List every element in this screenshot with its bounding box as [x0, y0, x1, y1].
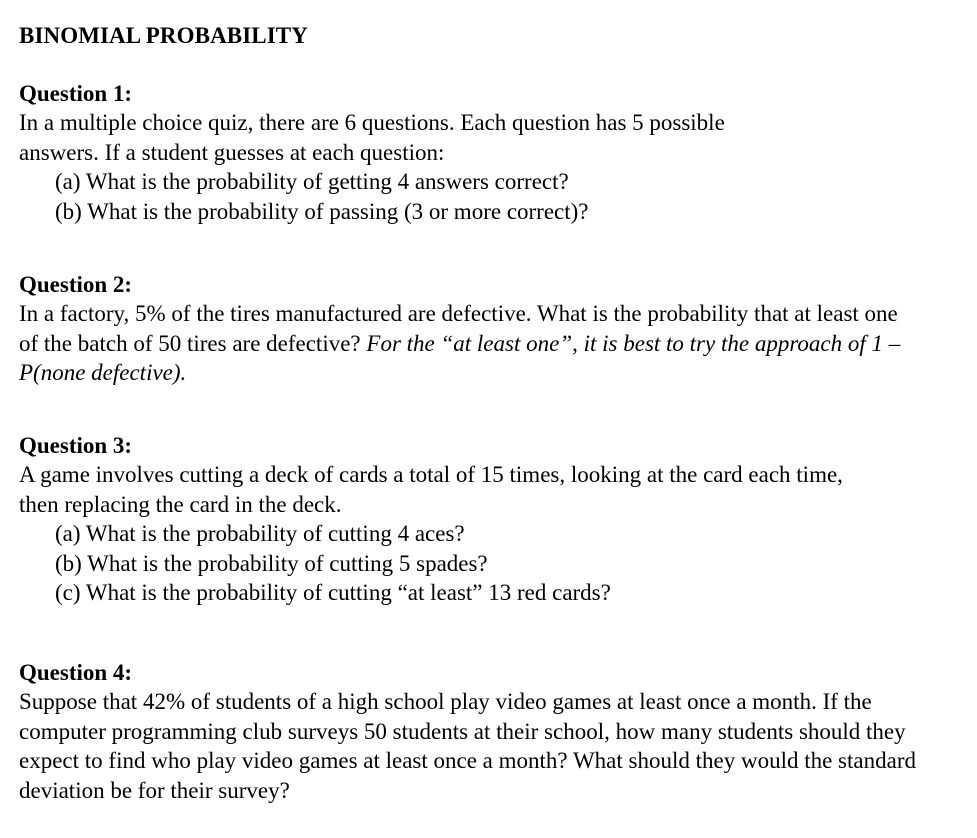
question-1-parts: [19, 167, 964, 226]
question-3-heading: Question 3:: [19, 433, 133, 458]
question-2-body: [19, 299, 919, 388]
question-1-heading: Question 1:: [19, 81, 133, 106]
document-title: BINOMIAL PROBABILITY: [19, 23, 308, 48]
question-2-heading: Question 2:: [19, 272, 133, 297]
question-3-part-b: (b) What is the probability of cutting 5 spades?: [55, 550, 488, 576]
question-3-part-c: (c) What is the probability of cutting “at least” 13 red cards?: [55, 580, 611, 605]
question-1-part-a: (a) What is the probability of getting 4 answers correct?: [55, 169, 569, 194]
question-2-hint: For the “at least one”, it is best to try the approach of 1 – P(none defective).: [19, 330, 901, 385]
worksheet-page: [19, 22, 964, 803]
question-1: [19, 80, 964, 226]
question-4: [19, 659, 964, 805]
question-4-heading: Question 4:: [19, 660, 133, 685]
question-2-text: In a factory, 5% of the tires manufactured are defective. What is the probability that at least one of the batch of 50 tires are defective?: [19, 301, 898, 356]
question-3-body: A game involves cutting a deck of cards a total of 15 times, looking at the card each time, then replacing the card in the deck.: [19, 462, 843, 517]
question-1-part-b: (b) What is the probability of passing (3 or more correct)?: [55, 198, 589, 224]
question-1-body: In a multiple choice quiz, there are 6 questions. Each question has 5 possible answers. If a student guesses at each question:: [19, 110, 725, 165]
question-2: [19, 271, 964, 388]
question-3: [19, 432, 964, 608]
question-4-body: Suppose that 42% of students of a high school play video games at least once a month. If the computer programming club surveys 50 students at their school, how many students should they expect to find who play video games at least once a month? What should they would the standard deviation be for their survey?: [19, 689, 916, 803]
question-3-parts: [19, 519, 964, 608]
question-3-part-a: (a) What is the probability of cutting 4 aces?: [55, 521, 465, 546]
